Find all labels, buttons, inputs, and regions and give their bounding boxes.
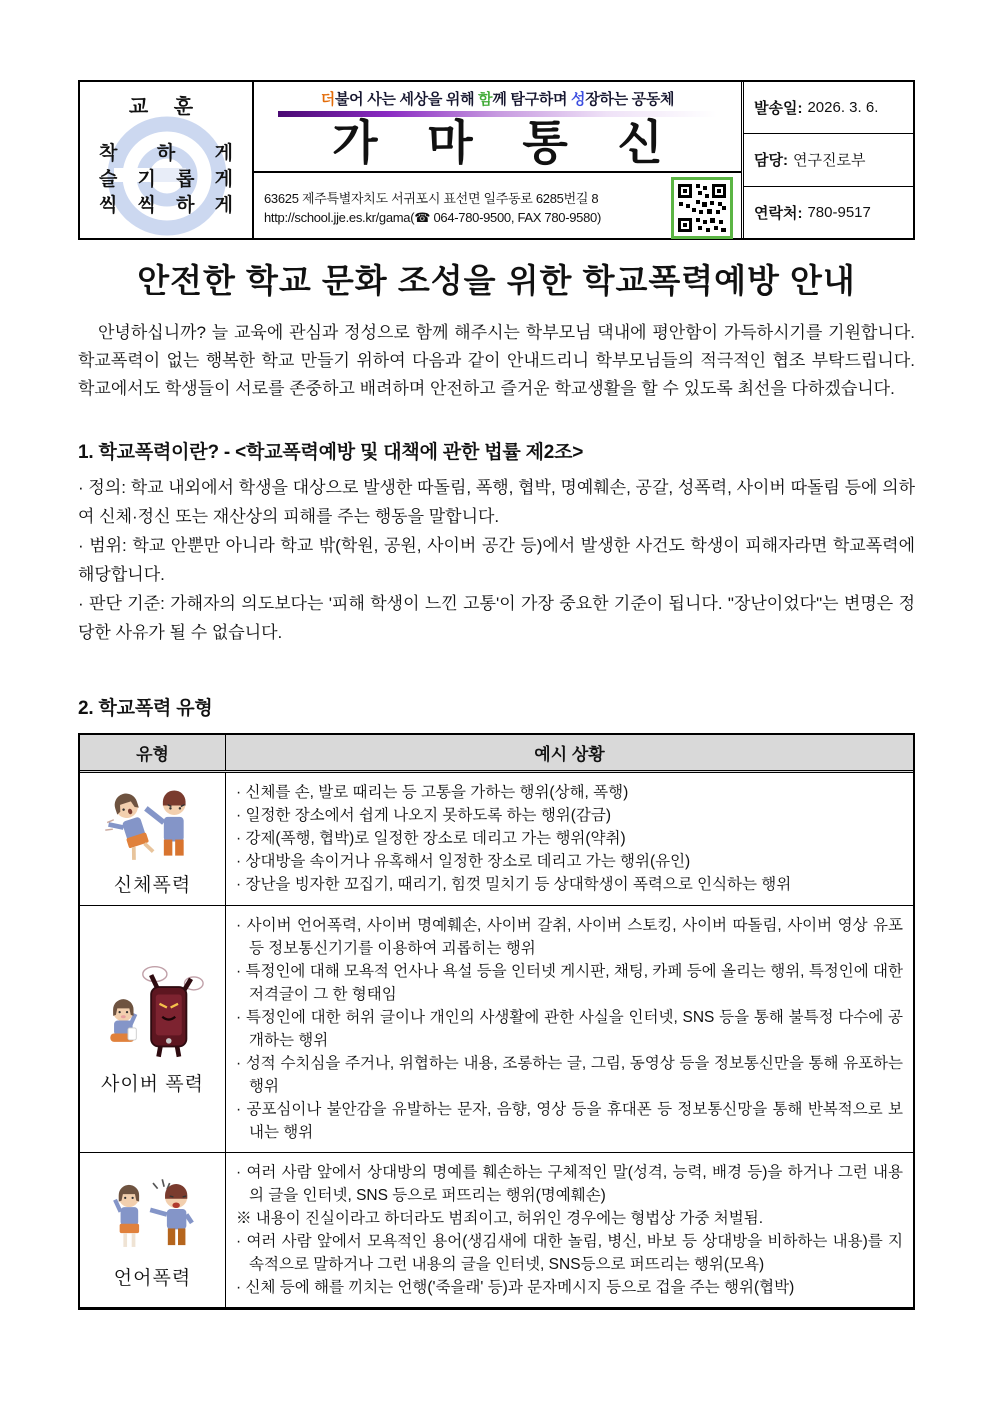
address-line-1: 63625 제주특별자치도 서귀포시 표선면 일주동로 6285번길 8 [264,191,599,206]
type-column-header: 유형 [80,735,226,770]
school-slogan [254,88,741,109]
example-item: · 신체를 손, 발로 때리는 등 고통을 가하는 행위(상해, 폭행) [236,784,629,801]
example-item: · 강제(폭행, 협박)로 일정한 장소로 데리고 가는 행위(약취) [236,830,626,847]
example-item: · 장난을 빙자한 꼬집기, 때리기, 힘껏 밀치기 등 상대학생이 폭력으로 인식하는 행위 [236,876,792,893]
section2-heading: 2. 학교폭력 유형 [78,698,213,719]
qr-code [671,177,733,239]
header-box [78,80,915,240]
slogan-text-1: 불어 사는 세상을 위해 [334,91,479,108]
table-header-row [80,735,913,773]
definition-bullet: · 정의: 학교 내외에서 학생을 대상으로 발생한 따돌림, 폭행, 협박, 명예훼손, 공갈, 성폭력, 사이버 따돌림 등에 의하여 신체·정신 또는 재산상의 피해를 주는 행동을 말합니다. [78,478,915,526]
example-item: · 신체 등에 해를 끼치는 언행('죽을래' 등)과 문자메시지 등으로 겁을 주는 행위(협박) [236,1279,795,1296]
verbal-examples-cell [226,1153,913,1307]
newsletter-title: 가 마 통 신 [332,118,663,170]
verbal-type-cell [80,1153,226,1307]
send-date-value: 2026. 3. 6. [807,99,879,117]
slogan-highlight-1: 더 [320,91,335,108]
violence-types-table [78,733,915,1310]
department-value: 연구진로부 [792,152,866,170]
slogan-text-3: 장하는 공동체 [585,91,675,108]
motto-line-2: 슬 기 롭 게 [99,169,233,190]
scope-bullet: · 범위: 학교 안뿐만 아니라 학교 밖(학원, 공원, 사이버 공간 등)에서 발생한 사건도 학생이 피해자라면 학교폭력에 해당합니다. [78,536,915,584]
hair-pulling-cartoon-icon [95,781,210,866]
slogan-highlight-2: 함 [478,91,493,108]
section1-bullets [78,473,915,647]
example-item: · 여러 사람 앞에서 상대방의 명예를 훼손하는 구체적인 말(성격, 능력, 배경 등)을 하거나 그런 내용의 글을 인터넷, SNS 등으로 퍼뜨리는 행위(명예훼손) [236,1164,903,1204]
example-column-header: 예시 상황 [534,745,605,764]
example-item: ※ 내용이 진실이라고 하더라도 범죄이고, 허위인 경우에는 형법상 가중 처벌됨. [236,1210,764,1227]
example-item: · 일정한 장소에서 쉽게 나오지 못하도록 하는 행위(감금) [236,807,612,824]
cyber-type-label: 사이버 폭력 [100,1073,205,1095]
send-date-row [744,82,913,134]
yelling-boy-cartoon-icon [97,1171,209,1259]
evil-phone-monster-cartoon-icon [97,963,209,1065]
masthead-bottom [254,173,741,243]
table-row-verbal [80,1152,913,1307]
contact-value: 780-9517 [807,203,871,221]
example-item: · 특정인에 대해 모욕적 언사나 욕설 등을 인터넷 게시판, 채팅, 카페 등에 올리는 행위, 특정인에 대한 저격글이 그 한 형태임 [236,963,903,1003]
physical-type-cell [80,773,226,905]
masthead-top [254,82,741,173]
criteria-bullet: · 판단 기준: 가해자의 의도보다는 '피해 학생이 느낀 고통'이 가장 중요한 기준이 됩니다. "장난이었다"는 변명은 정당한 사유가 될 수 없습니다. [78,594,915,642]
contact-row [744,187,913,238]
example-item: · 성적 수치심을 주거나, 위협하는 내용, 조롱하는 글, 그림, 동영상 등을 정보통신만을 통해 유포하는 행위 [236,1055,903,1095]
intro-paragraph: 안녕하십니까? 늘 교육에 관심과 정성으로 함께 해주시는 학부모님 댁내에 평안함이 가득하시기를 기원합니다. 학교폭력이 없는 행복한 학교 만들기 위하여 다음과 같이 안내드리니 학부모님들의 적극적인 협조 부탁드립니다. 학교에서도 학생들이 서로를 존중하고 배려하며 안전하고 즐거운 학교생활을 할 수 있도록 최선을 다하겠습니다. [78,323,915,398]
table-row-physical [80,773,913,905]
physical-examples-cell [226,773,913,905]
cyber-type-cell [80,906,226,1152]
example-item: · 사이버 언어폭력, 사이버 명예훼손, 사이버 갈취, 사이버 스토킹, 사이버 따돌림, 사이버 영상 유포 등 정보통신기기를 이용하여 괴롭히는 행위 [236,917,903,957]
masthead-cell [254,82,741,238]
school-address [264,189,663,227]
example-item: · 특정인에 대한 허위 글이나 개인의 사생활에 관한 사실을 인터넷, SNS 등을 통해 불특정 다수에 공개하는 행위 [236,1009,903,1049]
slogan-highlight-3: 성 [571,91,586,108]
table-row-cyber [80,905,913,1152]
section1-heading: 1. 학교폭력이란? - <학교폭력예방 및 대책에 관한 법률 제2조> [78,442,584,463]
contact-info-cell [741,82,913,238]
example-item: · 상대방을 속이거나 유혹해서 일정한 장소로 데리고 가는 행위(유인) [236,853,691,870]
physical-type-label: 신체폭력 [113,875,192,896]
motto-title: 교 훈 [128,96,204,118]
address-line-2: http://school.jje.es.kr/gama(☎ 064-780-9500, FAX 780-9580) [264,210,601,225]
page-title: 안전한 학교 문화 조성을 위한 학교폭력예방 안내 [137,262,856,299]
example-item: · 공포심이나 불안감을 유발하는 문자, 음향, 영상 등을 휴대폰 등 정보통신망을 통해 반복적으로 보내는 행위 [236,1101,903,1141]
content-area [78,80,915,1310]
motto-line-1: 착 하 게 [99,143,233,164]
contact-label: 연락처: [754,204,803,222]
cyber-examples-cell [226,906,913,1152]
example-item: · 여러 사람 앞에서 모욕적인 용어(생김새에 대한 놀림, 병신, 바보 등 상대방을 비하하는 내용)를 지속적으로 말하거나 그런 내용의 글을 인터넷, SNS등으로 퍼뜨리는 행위(모욕) [236,1233,903,1273]
department-label: 담당: [754,152,788,170]
school-motto-cell [80,82,254,238]
slogan-text-2: 께 탐구하며 [492,91,572,108]
qr-code-icon [676,182,728,234]
verbal-type-label: 언어폭력 [113,1267,192,1289]
send-date-label: 발송일: [754,100,803,118]
motto-line-3: 씩 씩 하 게 [99,195,233,216]
department-row [744,134,913,186]
